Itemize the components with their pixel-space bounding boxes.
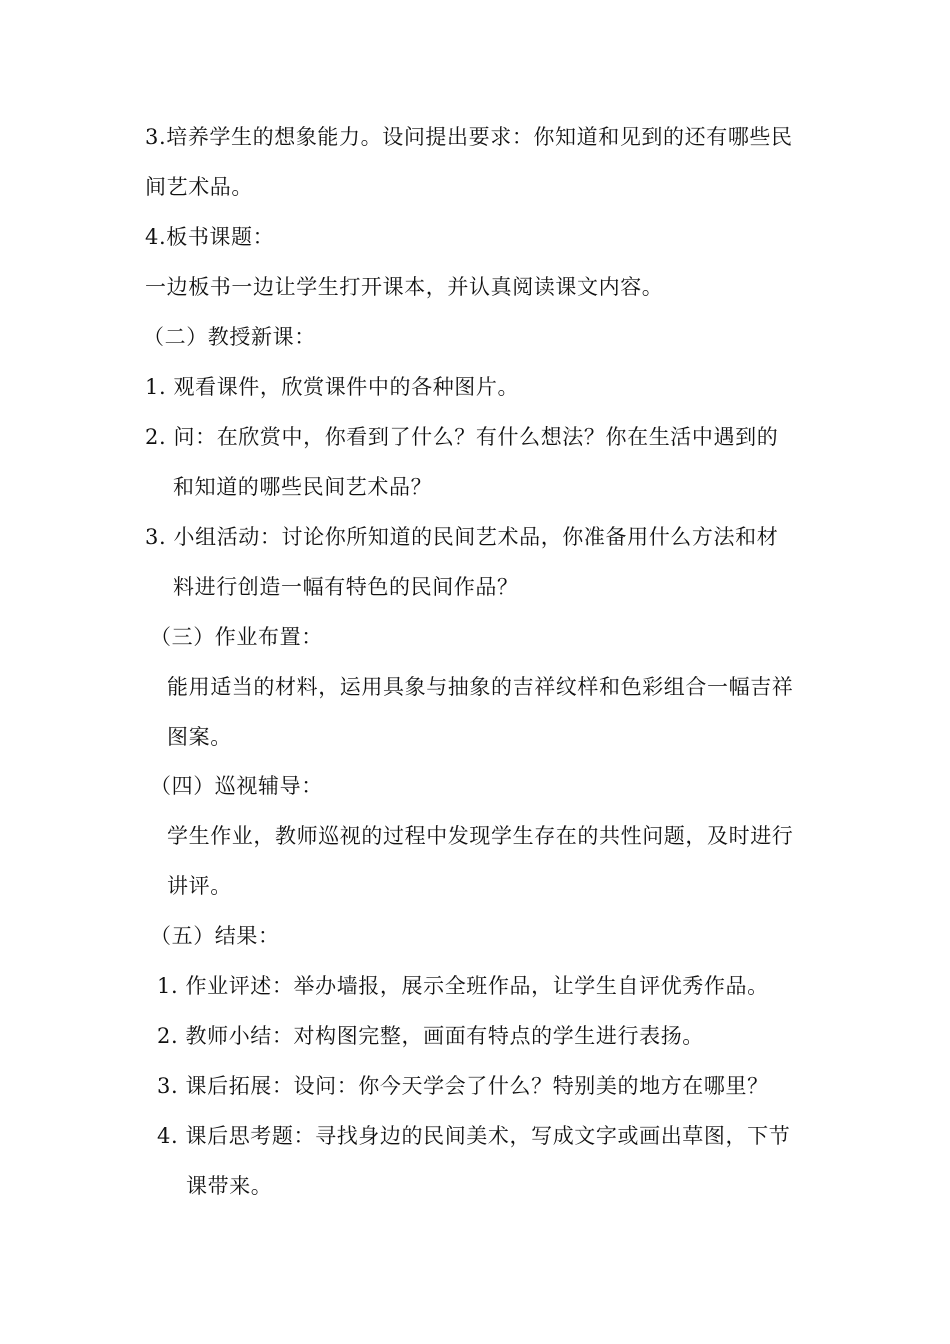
section-2-item-2-line-1: 2. 问：在欣赏中，你看到了什么？有什么想法？你在生活中遇到的 xyxy=(145,425,779,449)
section-2-item-2-line-2: 和知道的哪些民间艺术品？ xyxy=(173,475,433,499)
section-2-item-1: 1. 观看课件，欣赏课件中的各种图片。 xyxy=(145,375,520,399)
section-2-heading: （二）教授新课： xyxy=(143,325,316,349)
section-2-item-3-line-1: 3. 小组活动：讨论你所知道的民间艺术品，你准备用什么方法和材 xyxy=(145,525,779,549)
section-4-text-line-2: 讲评。 xyxy=(167,874,232,898)
objective-3-line-1: 3.培养学生的想象能力。设问提出要求：你知道和见到的还有哪些民 xyxy=(145,125,793,149)
section-3-text-line-2: 图案。 xyxy=(167,725,232,749)
section-2-item-3-line-2: 料进行创造一幅有特色的民间作品？ xyxy=(173,575,519,599)
section-4-text-line-1: 学生作业，教师巡视的过程中发现学生存在的共性问题，及时进行 xyxy=(167,824,794,848)
objective-3-line-2: 间艺术品。 xyxy=(145,175,253,199)
section-5-item-4-line-2: 课带来。 xyxy=(186,1174,273,1198)
section-5-item-2: 2. 教师小结：对构图完整，画面有特点的学生进行表扬。 xyxy=(157,1024,704,1048)
section-5-item-1: 1. 作业评述：举办墙报，展示全班作品，让学生自评优秀作品。 xyxy=(157,974,769,998)
section-4-heading: （四）巡视辅导： xyxy=(150,774,323,798)
section-3-heading: （三）作业布置： xyxy=(150,625,323,649)
section-3-text-line-1: 能用适当的材料，运用具象与抽象的吉祥纹样和色彩组合一幅吉祥 xyxy=(167,675,794,699)
step-4-text: 一边板书一边让学生打开课本，并认真阅读课文内容。 xyxy=(145,275,664,299)
section-5-item-3: 3. 课后拓展：设问：你今天学会了什么？特别美的地方在哪里？ xyxy=(157,1074,769,1098)
step-4-heading: 4.板书课题： xyxy=(145,225,275,249)
section-5-item-4-line-1: 4. 课后思考题：寻找身边的民间美术，写成文字或画出草图，下节 xyxy=(157,1124,791,1148)
section-5-heading: （五）结果： xyxy=(150,924,280,948)
